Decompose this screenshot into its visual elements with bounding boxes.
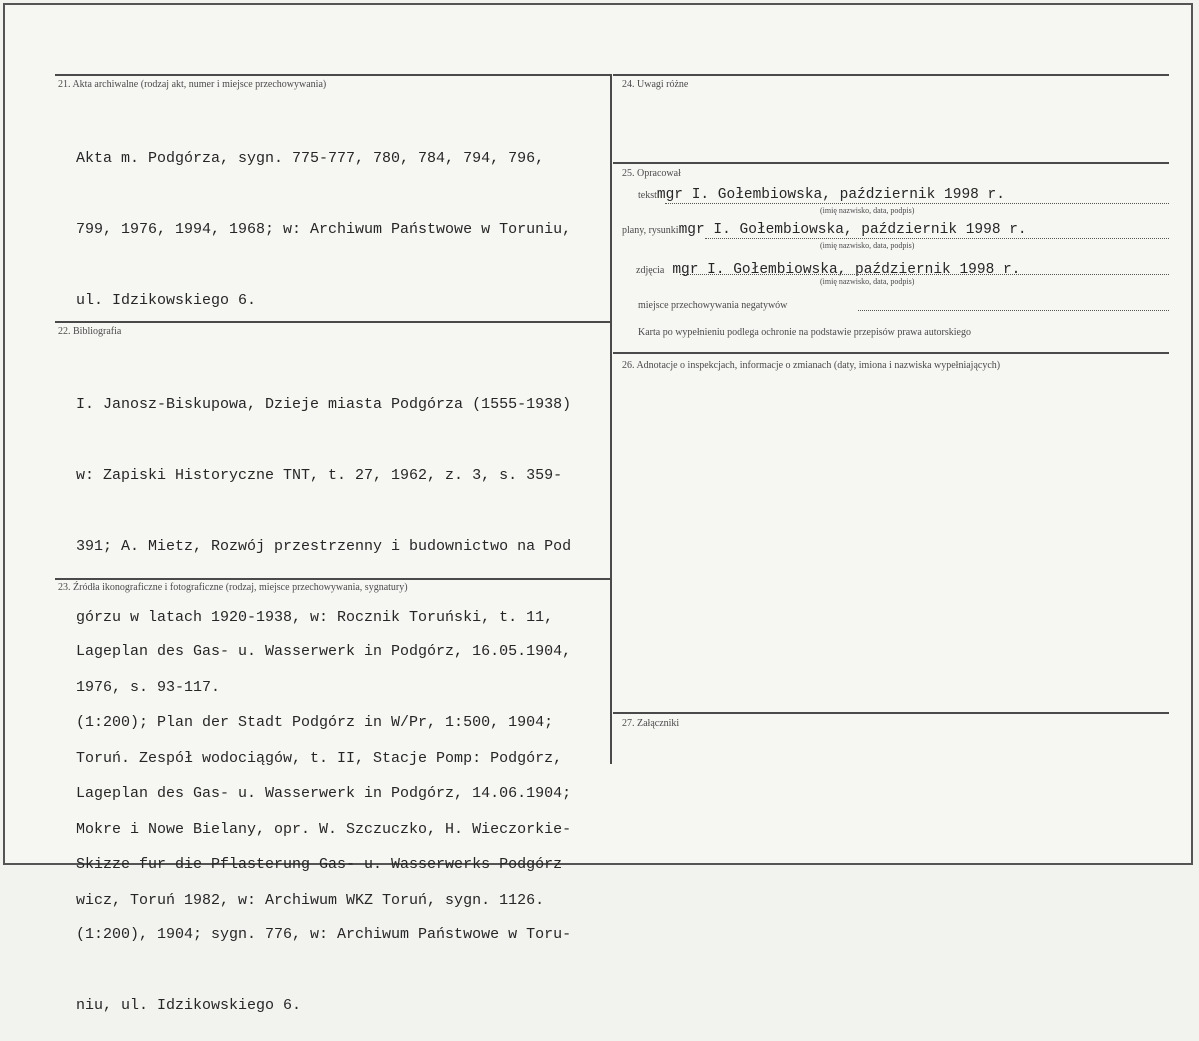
zdjecia-row — [636, 260, 1020, 278]
section-22-label: 22. Bibliografia — [58, 326, 122, 337]
tekst-label: tekst — [638, 190, 657, 201]
section-21-line: Akta m. Podgórza, sygn. 775-777, 780, 784, 794, 796, — [76, 150, 545, 168]
zdjecia-value: mgr I. Gołembiowska, październik 1998 r. — [672, 262, 1021, 278]
section-24-label: 24. Uwagi różne — [622, 79, 689, 90]
negatives-dotted-line — [858, 310, 1169, 311]
divider-right-24-25 — [613, 162, 1169, 164]
plany-dotted-line — [705, 238, 1169, 239]
plany-value: mgr I. Gołembiowska, październik 1998 r. — [678, 222, 1027, 238]
tekst-caption: (imię nazwisko, data, podpis) — [820, 206, 915, 215]
divider-top-left — [55, 74, 611, 76]
divider-center — [610, 74, 612, 764]
divider-right-26-27 — [613, 712, 1169, 714]
section-21-label: 21. Akta archiwalne (rodzaj akt, numer i miejsce przechowywania) — [58, 79, 327, 90]
zdjecia-label: zdjęcia — [636, 265, 665, 276]
section-23-line: Lageplan des Gas- u. Wasserwerk in Podgórz, 14.06.1904; — [76, 784, 572, 802]
section-23-label: 23. Źródła ikonograficzne i fotograficzne (rodzaj, miejsce przechowywania, sygnatury) — [58, 582, 408, 593]
plany-row — [622, 220, 1027, 238]
section-25-label: 25. Opracował — [622, 168, 681, 179]
divider-right-25-26 — [613, 352, 1169, 354]
section-22-line: Mokre i Nowe Bielany, opr. W. Szczuczko, H. Wieczorkie- — [76, 820, 572, 838]
tekst-dotted-line — [665, 203, 1169, 204]
plany-label: plany, rysunki — [622, 225, 679, 236]
section-23-line: Lageplan des Gas- u. Wasserwerk in Podgórz, 16.05.1904, — [76, 643, 572, 661]
section-23-line: niu, ul. Idzikowskiego 6. — [76, 997, 302, 1015]
negatives-label: miejsce przechowywania negatywów — [638, 300, 788, 311]
zdjecia-dotted-line — [680, 274, 1169, 275]
section-27-label: 27. Załączniki — [622, 718, 680, 729]
copyright-note: Karta po wypełnieniu podlega ochronie na podstawie przepisów prawa autorskiego — [638, 327, 971, 338]
section-23-text — [76, 593, 571, 1041]
section-22-line: wicz, Toruń 1982, w: Archiwum WKZ Toruń, sygn. 1126. — [76, 891, 545, 909]
section-23-line: Skizze fur die Pflasterung Gas- u. Wasserwerks Podgórz — [76, 855, 563, 873]
section-21-text — [76, 100, 571, 336]
section-22-line: Toruń. Zespół wodociągów, t. II, Stacje Pomp: Podgórz, — [76, 750, 563, 768]
zdjecia-caption: (imię nazwisko, data, podpis) — [820, 277, 915, 286]
section-22-line: 1976, s. 93-117. — [76, 679, 221, 697]
section-21-line: 799, 1976, 1994, 1968; w: Archiwum Państwowe w Toruniu, — [76, 220, 572, 238]
plany-caption: (imię nazwisko, data, podpis) — [820, 241, 915, 250]
tekst-value: mgr I. Gołembiowska, październik 1998 r. — [656, 187, 1005, 203]
section-22-line: w: Zapiski Historyczne TNT, t. 27, 1962, z. 3, s. 359- — [76, 466, 563, 484]
section-22-line: górzu w latach 1920-1938, w: Rocznik Toruński, t. 11, — [76, 608, 554, 626]
section-22-line: I. Janosz-Biskupowa, Dzieje miasta Podgórza (1555-1938) — [76, 396, 572, 414]
section-23-line: (1:200); Plan der Stadt Podgórz in W/Pr, 1:500, 1904; — [76, 713, 554, 731]
tekst-row — [638, 185, 1005, 203]
section-26-label: 26. Adnotacje o inspekcjach, informacje o zmianach (daty, imiona i nazwiska wypełniających) — [622, 360, 1001, 371]
section-23-line: (1:200), 1904; sygn. 776, w: Archiwum Państwowe w Toru- — [76, 926, 572, 944]
section-22-line: 391; A. Mietz, Rozwój przestrzenny i budownictwo na Pod — [76, 537, 572, 555]
section-21-line: ul. Idzikowskiego 6. — [76, 291, 257, 309]
divider-top-right — [613, 74, 1169, 76]
